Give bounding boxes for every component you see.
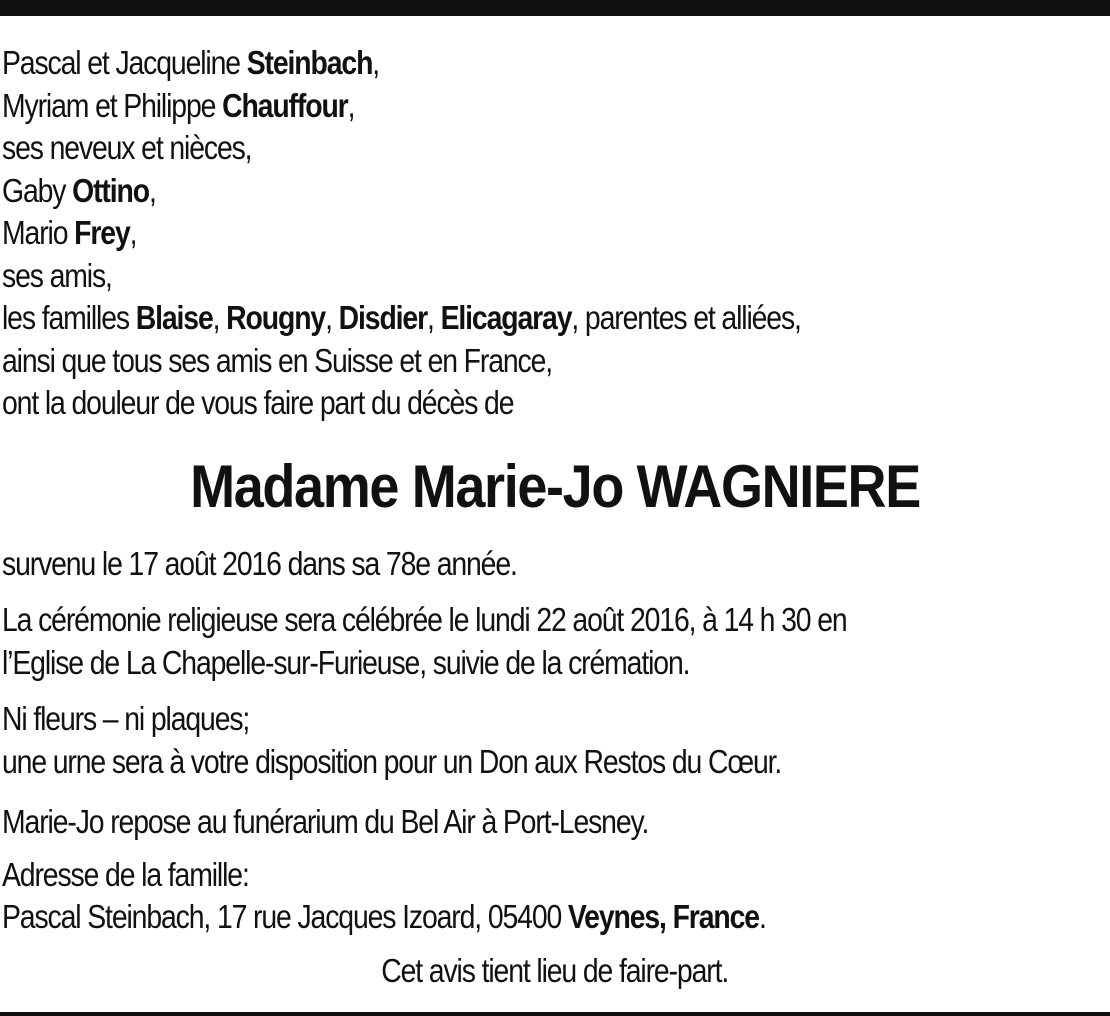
bottom-rule: [0, 1012, 1110, 1016]
separator: ,: [325, 299, 339, 336]
family-line: [2, 42, 953, 85]
family-line: [2, 212, 953, 255]
family-name: Frey: [74, 214, 130, 251]
first-names: Mario: [2, 214, 75, 251]
first-names: Myriam et Philippe: [2, 86, 223, 124]
relation-line: ses neveux et nièces,: [2, 129, 252, 166]
relation-line: ses amis,: [2, 256, 112, 294]
friends-line: ainsi que tous ses amis en Suisse et en France,: [2, 341, 553, 379]
family-name: Elicagaray: [440, 299, 572, 336]
punctuation: ,: [148, 171, 156, 209]
address-city: Veynes, France: [567, 898, 759, 935]
death-date-line: survenu le 17 août 2016 dans sa 78e année.: [2, 544, 517, 582]
family-name: Ottino: [72, 171, 149, 209]
families-suffix: , parentes et alliées,: [571, 299, 801, 336]
ceremony-line: La cérémonie religieuse sera célébrée le lundi 22 août 2016, à 14 h 30 en: [2, 601, 847, 638]
family-name: Steinbach: [246, 44, 373, 81]
punctuation: ,: [129, 214, 137, 251]
donation-line: une urne sera à votre disposition pour un Don aux Restos du Cœur.: [2, 742, 782, 780]
punctuation: ,: [347, 86, 355, 124]
repose-line: Marie-Jo repose au funérarium du Bel Air à Port-Lesney.: [2, 803, 649, 840]
family-name: Chauffour: [222, 86, 348, 124]
punctuation: .: [758, 898, 766, 935]
separator: ,: [427, 299, 441, 336]
address-label: Adresse de la famille:: [2, 855, 249, 893]
families-line: [2, 297, 953, 340]
punctuation: ,: [372, 44, 380, 81]
address-street: Pascal Steinbach, 17 rue Jacques Izoard, 05400: [2, 898, 568, 935]
family-line: [2, 85, 953, 128]
address-line: [2, 896, 953, 939]
deceased-name: Madame Marie-Jo WAGNIERE: [190, 452, 920, 520]
family-name: Disdier: [338, 299, 428, 336]
flowers-line: Ni fleurs – ni plaques;: [2, 700, 250, 737]
family-name: Rougny: [226, 299, 326, 336]
first-names: Pascal et Jacqueline: [2, 44, 247, 81]
family-name: Blaise: [135, 299, 213, 336]
top-rule: [0, 0, 1110, 16]
announcement-line: ont la douleur de vous faire part du décès de: [2, 384, 514, 421]
first-names: Gaby: [2, 171, 73, 209]
family-line: [2, 170, 953, 213]
closing-note: [0, 950, 1110, 993]
separator: ,: [212, 299, 227, 336]
closing-text: Cet avis tient lieu de faire-part.: [381, 952, 729, 989]
ceremony-line: l’Eglise de La Chapelle-sur-Furieuse, suivie de la crémation.: [2, 643, 690, 681]
families-prefix: les familles: [2, 299, 136, 336]
obituary-notice: [2, 42, 1108, 939]
